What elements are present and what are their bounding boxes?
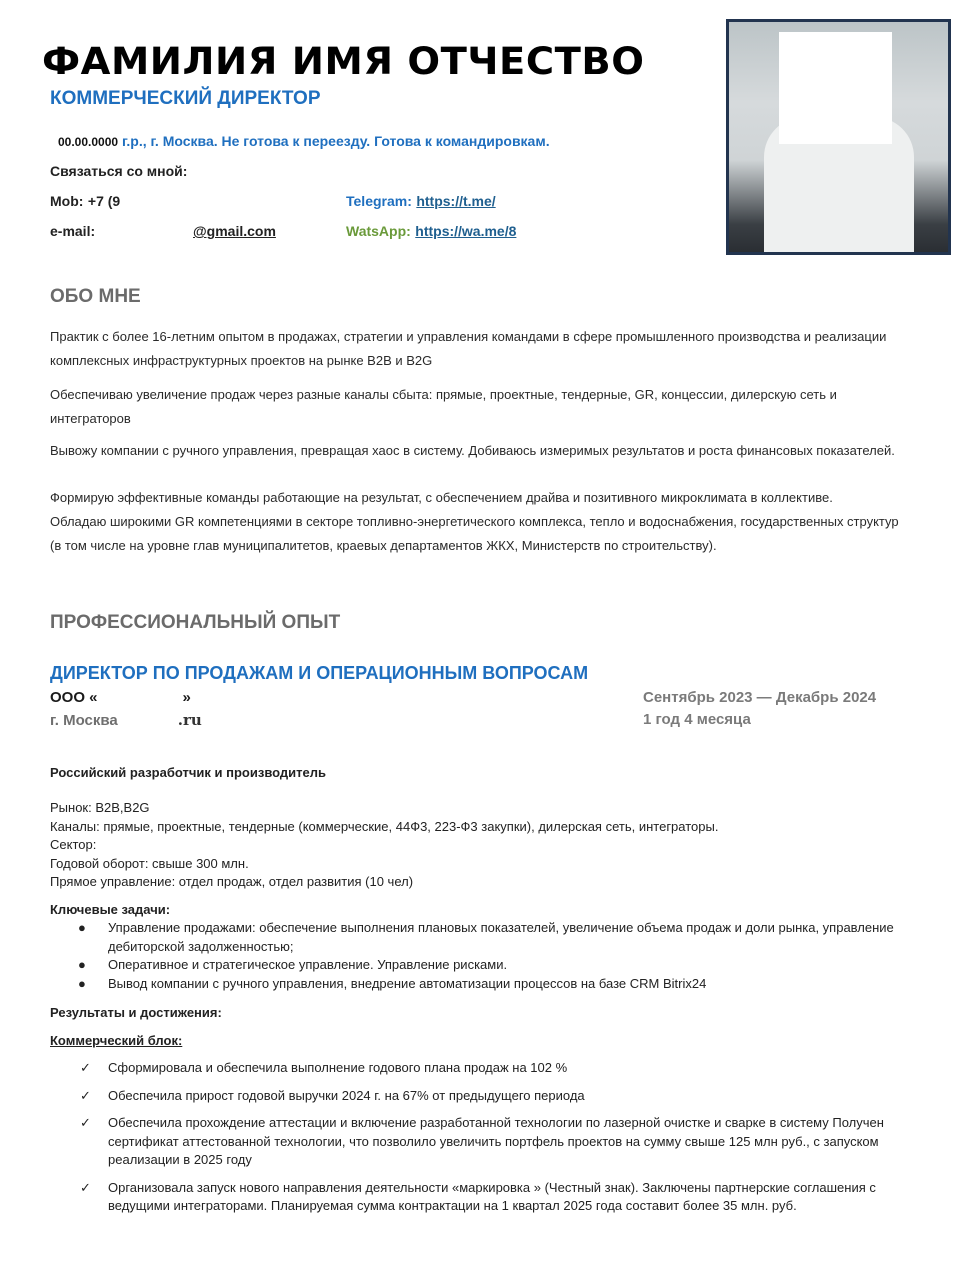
checkmark-icon: ✓ — [80, 1115, 91, 1130]
results-list — [50, 1059, 898, 1216]
sector-line: Сектор: — [50, 837, 97, 852]
commercial-block-title: Коммерческий блок: — [50, 1033, 183, 1048]
about-paragraph-5: Обладаю широкими GR компетенциями в секторе топливно-энергетического комплекса, тепло и водоснабжения, государственных структур (в том числе на уровне глав муниципалитетов, краевых департаментов ЖКХ, Министерств по строительству). — [50, 514, 899, 553]
company-description: Российский разработчик и производитель — [50, 765, 326, 780]
bullet-icon: ● — [78, 975, 86, 991]
contact-title: Связаться со мной: — [50, 163, 188, 179]
about-paragraph-4: Формирую эффективные команды работающие на результат, с обеспечением драйва и позитивного микроклимата в коллективе. — [50, 490, 833, 505]
checkmark-icon: ✓ — [80, 1087, 91, 1103]
company-site[interactable]: .ru — [177, 711, 202, 729]
whatsapp-row — [346, 223, 516, 241]
about-paragraph-1: Практик с более 16-летним опытом в продажах, стратегии и управления командами в сфере промышленного производства и реализации комплексных инфраструктурных проектов на рынке В2В и В2G — [50, 329, 887, 368]
list-item: ● Управление продажами: обеспечение выполнения плановых показателей, увеличение объема продаж и доли рынка, управление дебиторской задолженностью; — [78, 920, 894, 954]
list-item: ● Оперативное и стратегическое управление. Управление рисками. — [50, 956, 898, 975]
about-paragraph-2: Обеспечиваю увеличение продаж через разные каналы сбыта: прямые, проектные, тендерные, GR, концессии, дилерскую сеть и интеграторов — [50, 387, 837, 426]
bullet-icon: ● — [78, 920, 86, 935]
bullet-icon: ● — [78, 957, 86, 972]
list-item: ✓ Обеспечила прохождение аттестации и включение разработанной технологии по лазерной очистке и сварке в систему Получен сертификат аттестованной технологии, что позволило увеличить портфель проектов на сумму свыше 125 млн руб., с запуском реализации в 2025 году — [80, 1115, 884, 1167]
telegram-row — [346, 193, 496, 211]
email-link-wrap — [193, 223, 276, 241]
experience-section-title: ПРОФЕССИОНАЛЬНЫЙ ОПЫТ — [50, 612, 341, 633]
market-line: Рынок: В2В,В2G — [50, 800, 150, 815]
whatsapp-link[interactable]: https://wa.me/8 — [415, 223, 517, 239]
results-title: Результаты и достижения: — [50, 1005, 222, 1020]
list-item: ✓ Обеспечила прирост годовой выручки 2024 г. на 67% от предыдущего периода — [50, 1087, 898, 1106]
tasks-list-wrap — [50, 919, 898, 993]
company-suffix: » — [182, 689, 191, 706]
company-prefix: ООО « — [50, 689, 98, 706]
email-label: e-mail: — [50, 223, 96, 239]
resume-name: ФАМИЛИЯ ИМЯ ОТЧЕСТВО — [42, 40, 645, 83]
photo-face-redaction — [779, 32, 892, 144]
location-line: г.р., г. Москва. Не готова к переезду. Готова к командировкам. — [118, 133, 550, 149]
results-list-wrap — [50, 1059, 898, 1225]
job-duration: 1 год 4 месяца — [643, 711, 751, 728]
list-item: ● Вывод компании с ручного управления, внедрение автоматизации процессов на базе CRM Bitrix24 — [50, 975, 898, 994]
birth-info — [50, 133, 550, 149]
whatsapp-label: WatsApp: — [346, 223, 411, 239]
resume-role: КОММЕРЧЕСКИЙ ДИРЕКТОР — [50, 88, 321, 109]
about-paragraph-3: Вывожу компании с ручного управления, превращая хаос в систему. Добиваюсь измеримых результатов и роста финансовых показателей. — [50, 443, 895, 458]
job-title: ДИРЕКТОР ПО ПРОДАЖАМ И ОПЕРАЦИОННЫМ ВОПРОСАМ — [50, 663, 589, 683]
phone-value[interactable]: +7 (9 — [87, 193, 121, 209]
list-item: ✓ Сформировала и обеспечила выполнение годового плана продаж на 102 % — [50, 1059, 898, 1078]
job-details — [50, 799, 718, 892]
list-item: ✓ Организовала запуск нового направления деятельности «маркировка » (Честный знак). Заключены партнерские соглашения с ведущими интеграторами. Планируемая сумма контрактации на 1 квартал 2025 года составит более 35 млн. руб. — [80, 1179, 876, 1213]
company-location — [50, 711, 202, 729]
checkmark-icon: ✓ — [80, 1179, 91, 1195]
phone-label: Mob: — [50, 193, 84, 209]
channels-line: Каналы: прямые, проектные, тендерные (коммерческие, 44Ф3, 223-Ф3 закупки), дилерская сеть, интеграторы. — [50, 818, 719, 834]
tasks-title: Ключевые задачи: — [50, 902, 171, 917]
about-section-title: ОБО МНЕ — [50, 286, 141, 307]
job-period: Сентябрь 2023 — Декабрь 2024 — [643, 689, 877, 706]
company-city: г. Москва — [50, 712, 118, 729]
telegram-link[interactable]: https://t.me/ — [416, 193, 496, 209]
email-link[interactable]: @gmail.com — [193, 223, 276, 239]
birth-date: 00.00.0000 — [58, 135, 119, 149]
management-line: Прямое управление: отдел продаж, отдел развития (10 чел) — [50, 874, 414, 889]
phone-row — [50, 193, 120, 211]
turnover-line: Годовой оборот: свыше 300 млн. — [50, 855, 249, 871]
telegram-label: Telegram: — [346, 193, 412, 209]
profile-photo — [726, 19, 951, 255]
company-name — [50, 689, 191, 706]
checkmark-icon: ✓ — [80, 1060, 91, 1075]
email-row — [50, 223, 95, 241]
tasks-list — [50, 919, 898, 993]
